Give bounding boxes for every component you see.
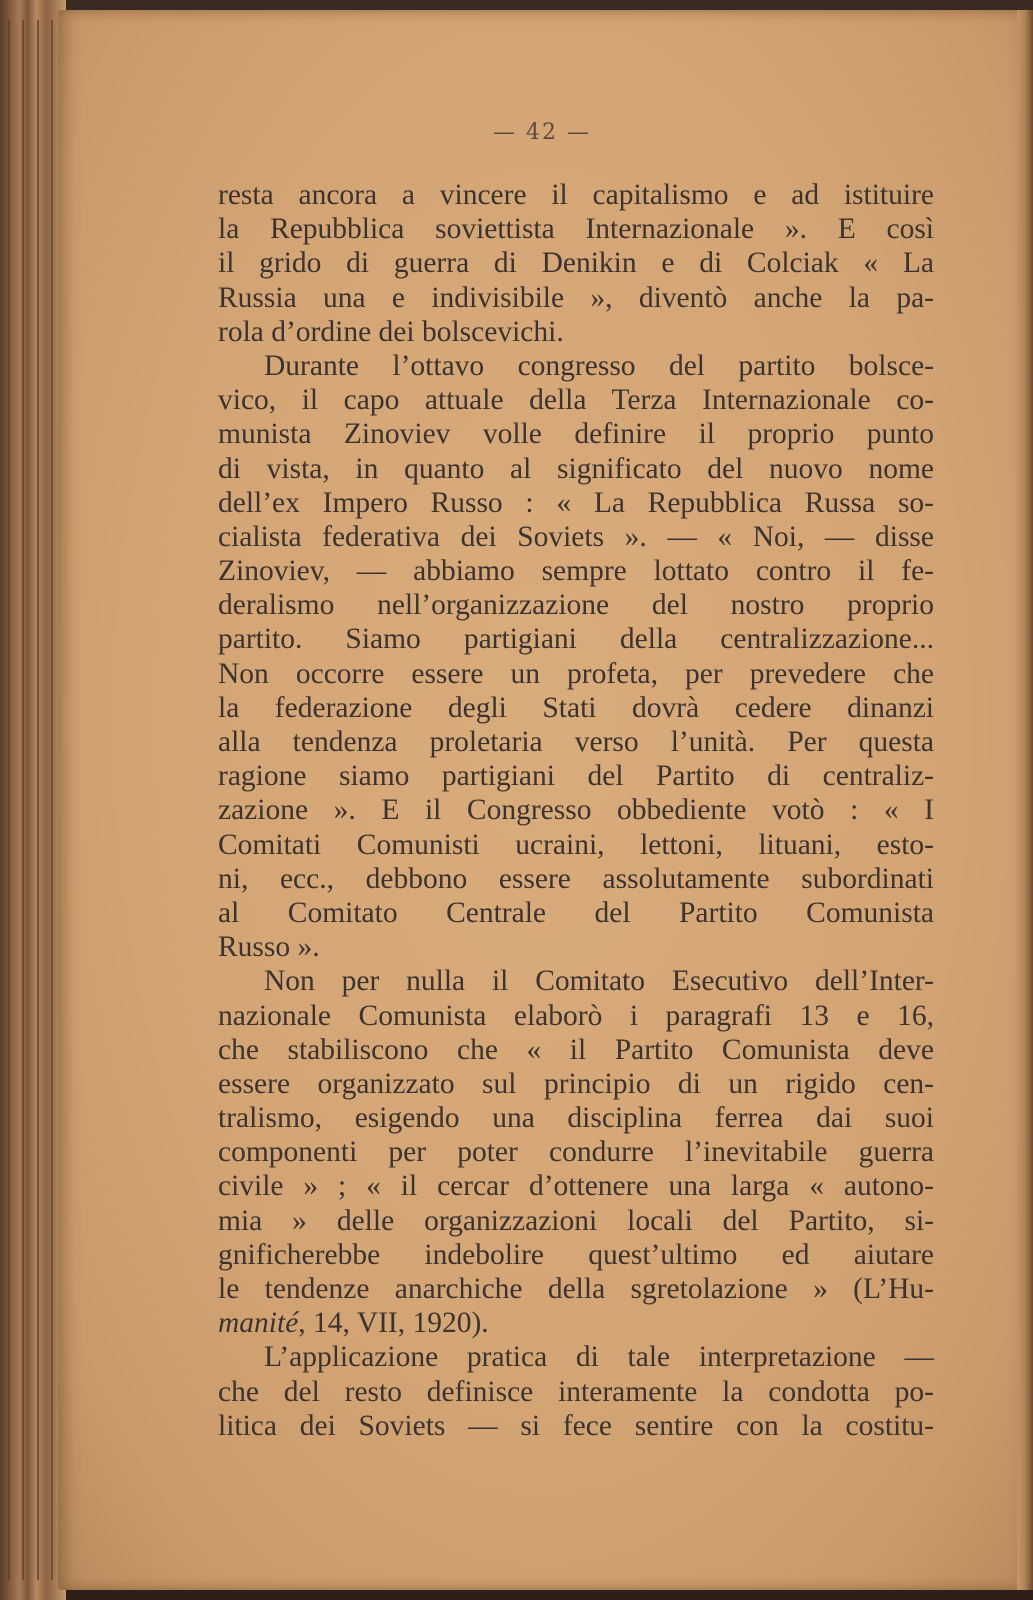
text-line: gnificherebbe indebolire quest’ultimo ed aiutare bbox=[218, 1238, 934, 1271]
text-line: civile » ; « il cercar d’ottenere una larga « autono- bbox=[218, 1170, 934, 1203]
text-line: Comitati Comunisti ucraini, lettoni, lituani, esto- bbox=[218, 828, 934, 861]
text-line: cialista federativa dei Soviets ». — « Noi, — disse bbox=[218, 520, 934, 553]
text-line: di vista, in quanto al significato del nuovo nome bbox=[218, 452, 934, 485]
body-text bbox=[218, 178, 934, 1443]
text-line: la federazione degli Stati dovrà cedere dinanzi bbox=[218, 691, 934, 724]
text-line: componenti per poter condurre l’inevitabile guerra bbox=[218, 1136, 934, 1169]
text-line: L’applicazione pratica di tale interpretazione — bbox=[264, 1341, 934, 1374]
text-line: dell’ex Impero Russo : « La Repubblica Russa so- bbox=[218, 486, 934, 519]
text-line: Russia una e indivisibile », diventò anche la pa- bbox=[218, 281, 934, 314]
text-line: Non per nulla il Comitato Esecutivo dell’Inter- bbox=[264, 965, 934, 998]
text-line: alla tendenza proletaria verso l’unità. Per questa bbox=[218, 726, 934, 758]
page-right-edge bbox=[1017, 10, 1033, 1590]
text-line: partito. Siamo partigiani della centralizzazione... bbox=[218, 623, 934, 656]
text-line: ni, ecc., debbono essere assolutamente subordinati bbox=[218, 862, 934, 895]
spine-line bbox=[22, 20, 24, 1580]
spine-line bbox=[37, 20, 39, 1580]
text-line: ragione siamo partigiani del Partito di centraliz- bbox=[218, 760, 934, 793]
text-line: il grido di guerra di Denikin e di Colciak « La bbox=[218, 247, 934, 280]
citation-date: , 14, VII, 1920). bbox=[298, 1307, 489, 1340]
text-line: deralismo nell’organizzazione del nostro proprio bbox=[218, 589, 934, 622]
text-line: vico, il capo attuale della Terza Internazionale co- bbox=[218, 384, 934, 417]
paper-page bbox=[58, 10, 1026, 1590]
text-line: nazionale Comunista elaborò i paragrafi 13 e 16, bbox=[218, 999, 934, 1032]
text-line: rola d’ordine dei bolscevichi. bbox=[218, 315, 564, 348]
text-line: litica dei Soviets — si fece sentire con la costitu- bbox=[218, 1409, 934, 1442]
page-number: — 42 — bbox=[493, 120, 591, 145]
spine-line bbox=[51, 20, 53, 1580]
text-line: che del resto definisce interamente la condotta po- bbox=[218, 1375, 934, 1408]
text-line: Russo ». bbox=[218, 931, 320, 964]
spine-line bbox=[8, 20, 10, 1580]
text-line: resta ancora a vincere il capitalismo e ad istituire bbox=[218, 179, 934, 211]
citation-title: manité bbox=[218, 1307, 299, 1340]
text-line: munista Zinoviev volle definire il proprio punto bbox=[218, 418, 934, 451]
text-line: la Repubblica soviettista Internazionale ». E così bbox=[218, 213, 934, 246]
text-line: Durante l’ottavo congresso del partito bolsce- bbox=[264, 349, 934, 382]
text-line: essere organizzato sul principio di un rigido cen- bbox=[218, 1067, 934, 1100]
text-line: mia » delle organizzazioni locali del Partito, si- bbox=[218, 1204, 934, 1237]
book-spine-edge bbox=[0, 0, 66, 1600]
text-line: Non occorre essere un profeta, per prevedere che bbox=[218, 657, 934, 690]
text-line: le tendenze anarchiche della sgretolazione » (L’Hu- bbox=[218, 1273, 934, 1305]
text-line: tralismo, esigendo una disciplina ferrea dai suoi bbox=[218, 1102, 934, 1135]
citation-line bbox=[218, 1306, 934, 1340]
text-line: zazione ». E il Congresso obbediente votò : « I bbox=[218, 794, 934, 827]
text-line: Zinoviev, — abbiamo sempre lottato contro il fe- bbox=[218, 555, 934, 588]
text-line: che stabiliscono che « il Partito Comunista deve bbox=[218, 1033, 934, 1066]
text-line: al Comitato Centrale del Partito Comunista bbox=[218, 896, 934, 929]
